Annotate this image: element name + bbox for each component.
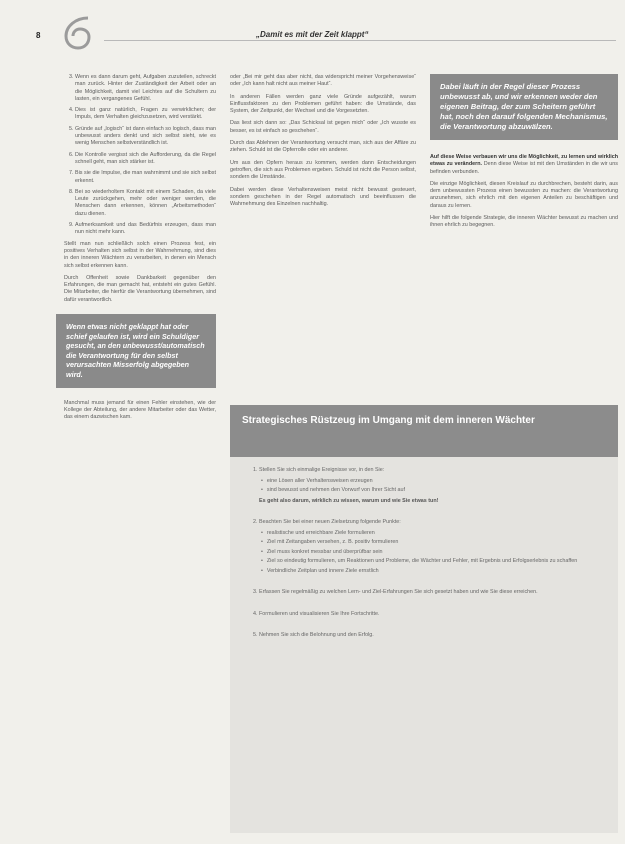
page-number: 8 xyxy=(36,31,41,40)
list-item: 5. Gründe auf „logisch“ ist dann einfach so logisch, dass man unbewusst anders denkt und sich selbst sieht, wie es wenig Menschen selbstverständlich ist. xyxy=(75,126,216,148)
strategy-list xyxy=(250,467,598,640)
bullet-item: • eine Lösen aller Verhaltensweisen erzeugen xyxy=(269,478,598,486)
bullet-item: • Ziel so eindeutig formulieren, um Reaktionen und Probleme, die Wächter und Fehler, mit Ergebnis und Erfolgserlebnis zu schaffen xyxy=(269,558,598,566)
numbered-list xyxy=(64,74,216,237)
column-right xyxy=(430,74,618,235)
list-item: 8. Bei so wiederholtem Kontakt mit einem Schaden, da viele Leute zurückgehen, mehr oder weniger werden, die Menschen dann erkennen, können „Arbeitsmethoden“ dazu dienen. xyxy=(75,189,216,218)
bullet-list xyxy=(259,478,598,495)
strategy-step xyxy=(259,519,598,575)
bullet-item: • realistische und erreichbare Ziele formulieren xyxy=(269,530,598,538)
body-paragraph xyxy=(430,154,618,176)
strategy-box xyxy=(230,405,618,833)
list-item: 6. Die Kontrolle vergisst sich die Aufforderung, da die Regel schnell geht, man sich stärker ist. xyxy=(75,152,216,167)
list-item: 7. Bis sie die Impulse, die man wahrnimmt und sie sich selbst erkennt. xyxy=(75,170,216,185)
pull-quote-right: Dabei läuft in der Regel dieser Prozess unbewusst ab, und wir erkennen weder den eigenen Beitrag, der zum Scheitern geführt hat, noch den darauf folgenden Mechanismus, die Verantwortung abzuwälzen. xyxy=(430,74,618,140)
running-title: „Damit es mit der Zeit klappt“ xyxy=(256,30,369,39)
body-text: Denn diese Weise ist mit den Umständen in die wir uns befinden verbunden. xyxy=(430,161,619,175)
step-intro: Beachten Sie bei einer neuen Zielsetzung folgende Punkte: xyxy=(259,519,401,525)
body-paragraph: In anderen Fällen werden ganz viele Gründe aufgezählt, warum Einflussfaktoren zu den Problemen geführt haben: die Umstände, das System, der Zeitpunkt, der Wechsel und die Vorgesetzten. xyxy=(230,93,416,115)
spiral-logo-icon xyxy=(58,12,98,52)
bullet-item: • Ziel muss konkret messbar und überprüfbar sein xyxy=(269,549,598,557)
strategy-step xyxy=(259,467,598,505)
body-paragraph: Dabei werden diese Verhaltensweisen meist nicht bewusst gesteuert, sondern geschehen in der Regel automatisch und beeinflussen die Wahrnehmung des Einzelnen nachhaltig. xyxy=(230,186,416,208)
list-item: 4. Dies ist ganz natürlich, Fragen zu verwirklichen; der Impuls, dem Verhalten gleichzusetzen, wird verstärkt. xyxy=(75,107,216,122)
step-intro: Stellen Sie sich einmalige Ereignisse vor, in den Sie: xyxy=(259,467,385,473)
step-conclusion: Es geht also darum, wirklich zu wissen, warum und wie Sie etwas tun! xyxy=(259,497,439,504)
body-paragraph: oder „Bei mir geht das aber nicht, das widerspricht meiner Vorgehensweise“ oder „Ich kann halt nicht aus meiner Haut“. xyxy=(230,74,416,88)
box-title: Strategisches Rüstzeug im Umgang mit dem inneren Wächter xyxy=(230,405,618,457)
strategy-step: 4. Formulieren und visualisieren Sie Ihre Fortschritte. xyxy=(259,611,598,619)
bullet-item: • Verbindliche Zeitplan und innere Ziele ernstlich xyxy=(269,568,598,576)
column-middle xyxy=(230,74,416,213)
list-item: 3. Wenn es dann darum geht, Aufgaben zuzuteilen, schreckt man zurück. Hinter der Zuständigkeit der Arbeit oder an die Möglichkeit, damit viel Leichtes auf die Schultern zu lasten, ein vergangenes Gefühl. xyxy=(75,74,216,103)
header-rule xyxy=(104,40,616,41)
box-body xyxy=(230,457,618,640)
body-paragraph: Die einzige Möglichkeit, diesen Kreislauf zu durchbrechen, besteht darin, aus dem unbewussten Prozess einen bewussten zu machen: die Verantwortung anzunehmen, sich ehrlich mit den eigenen Anteilen zu beschäftigen und daraus zu lernen. xyxy=(430,180,618,209)
pull-quote-left: Wenn etwas nicht geklappt hat oder schief gelaufen ist, wird ein Schuldiger gesucht, an den unbewusst/automatisch die Verantwortung für den selbst verursachten Misserfolg abgegeben wird. xyxy=(56,314,216,388)
bullet-list xyxy=(259,530,598,576)
body-paragraph: Das liest sich dann so: „Das Schicksal ist gegen mich“ oder „Ich wusste es besser, es ist einfach so geschehen“. xyxy=(230,120,416,134)
body-paragraph: Stellt man nun schließlich solch einen Prozess fest, ein positives Verhalten sich selbst in der Wahrnehmung, sind dies in den inneren Wächtern zu verarbeiten, in denen ein Mensch sich selbst erkennen kann. xyxy=(64,240,216,269)
emphasis-text: Auf diese Weise verbauen wir uns die Möglichkeit, zu lernen und wirklich etwas zu verändern. xyxy=(430,154,618,168)
body-paragraph: Durch das Ablehnen der Verantwortung versucht man, sich aus der Affäre zu ziehen. Schuld ist die Opferrolle oder ein anderer. xyxy=(230,140,416,154)
body-paragraph: Hier hilft die folgende Strategie, die inneren Wächter bewusst zu machen und ihnen ehrlich zu begegnen. xyxy=(430,215,618,229)
bullet-item: • Ziel mit Zeitangaben versehen, z. B. positiv formulieren xyxy=(269,539,598,547)
strategy-step: 3. Erfassen Sie regelmäßig zu welchen Lern- und Ziel-Erfahrungen Sie sich gesetzt haben und wie Sie diese erreichen. xyxy=(259,589,598,597)
column-left xyxy=(64,74,216,426)
list-item: 9. Aufmerksamkeit und das Bedürfnis erzeugen, dass man nun nicht mehr kann. xyxy=(75,222,216,237)
bullet-item: • sind bewusst und nehmen den Vorwurf von Ihrer Sicht auf xyxy=(269,487,598,495)
body-paragraph: Durch Offenheit sowie Dankbarkeit gegenüber den Erfahrungen, die man gemacht hat, entsteht ein gutes Gefühl. Die Mitarbeiter, die hierfür die Verantwortung übernehmen, sind dafür verantwortlich. xyxy=(64,274,216,303)
body-paragraph: Um aus den Opfern heraus zu kommen, werden dann Entscheidungen getroffen, die sich aus Problemen ergeben. Schuld ist nicht die Person selbst, sondern die Umstände. xyxy=(230,159,416,181)
body-paragraph: Manchmal muss jemand für einen Fehler einstehen, wie der Kollege der Abteilung, der andere Mitarbeiter oder das Wetter, das einem dazwischen kam. xyxy=(64,399,216,421)
strategy-step: 5. Nehmen Sie sich die Belohnung und den Erfolg. xyxy=(259,632,598,640)
